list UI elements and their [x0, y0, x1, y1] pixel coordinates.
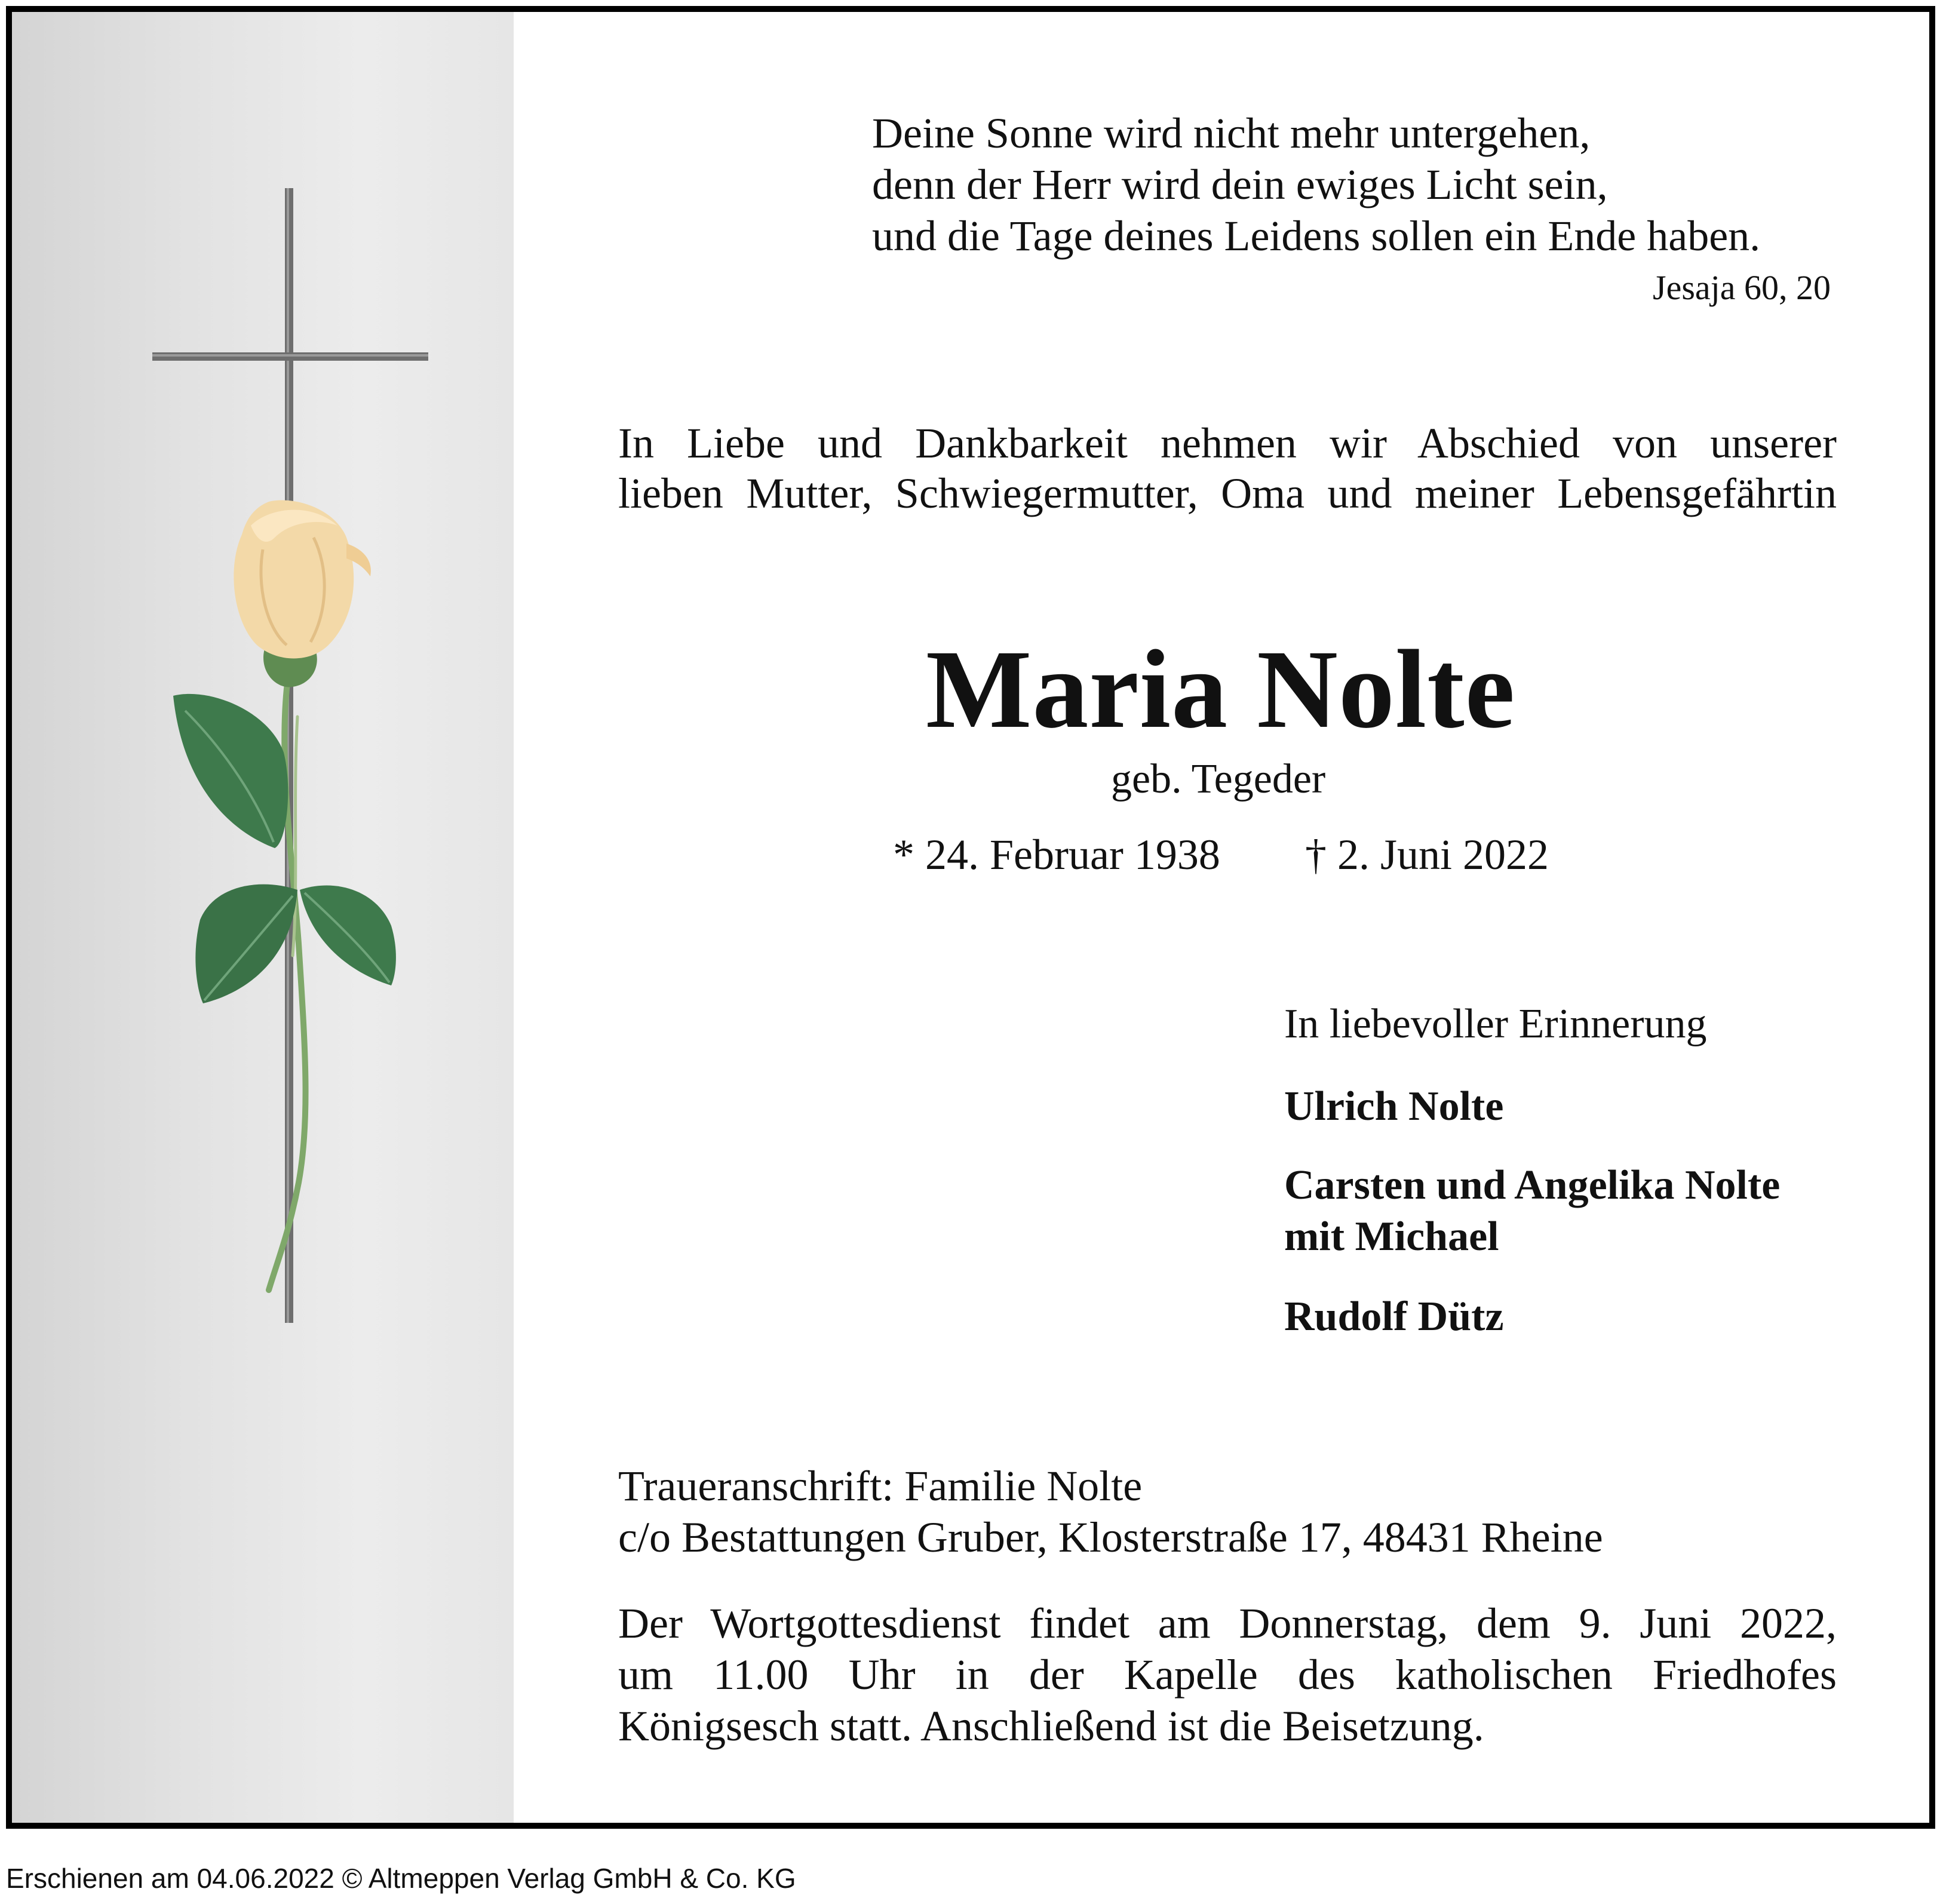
mourner-name: mit Michael	[1284, 1214, 1499, 1260]
quote-line-2: denn der Herr wird dein ewiges Licht sein,	[872, 161, 1608, 208]
mourner-name: Carsten und Angelika Nolte	[1284, 1162, 1781, 1208]
quote-reference: Jesaja 60, 20	[1653, 268, 1831, 307]
quote-line-1: Deine Sonne wird nicht mehr untergehen,	[872, 109, 1591, 157]
service-info-line-3: Königsesch statt. Anschließend ist die Beisetzung.	[618, 1702, 1484, 1750]
deceased-name: Maria Nolte	[926, 627, 1516, 751]
quote-line-3: und die Tage deines Leidens sollen ein Ende haben.	[872, 212, 1761, 260]
birth-date: * 24. Februar 1938	[893, 831, 1220, 879]
condolence-address-line-1: Traueranschrift: Familie Nolte	[618, 1462, 1143, 1510]
service-info-line-2: um 11.00 Uhr in der Kapelle des katholischen Friedhofes	[618, 1651, 1837, 1699]
intro-line-2: lieben Mutter, Schwiegermutter, Oma und meiner Lebensgefährtin	[618, 469, 1837, 517]
decorative-sidebar	[12, 12, 514, 1823]
mourner-name: Ulrich Nolte	[1284, 1083, 1504, 1129]
death-date: † 2. Juni 2022	[1305, 831, 1549, 879]
intro-line-1: In Liebe und Dankbarkeit nehmen wir Abschied von unserer	[618, 419, 1837, 467]
mourner-name: Rudolf Dütz	[1284, 1294, 1504, 1340]
cross-with-rose-illustration	[12, 12, 514, 1823]
condolence-address-line-2: c/o Bestattungen Gruber, Klosterstraße 17, 48431 Rheine	[618, 1513, 1603, 1561]
maiden-name: geb. Tegeder	[1111, 756, 1326, 802]
obituary-notice	[6, 6, 1935, 1829]
remembrance-heading: In liebevoller Erinnerung	[1284, 1001, 1707, 1047]
publication-footer: Erschienen am 04.06.2022 © Altmeppen Verlag GmbH & Co. KG	[6, 1863, 796, 1894]
rose-bloom-icon	[234, 500, 371, 687]
service-info-line-1: Der Wortgottesdienst findet am Donnerstag, dem 9. Juni 2022,	[618, 1599, 1837, 1647]
